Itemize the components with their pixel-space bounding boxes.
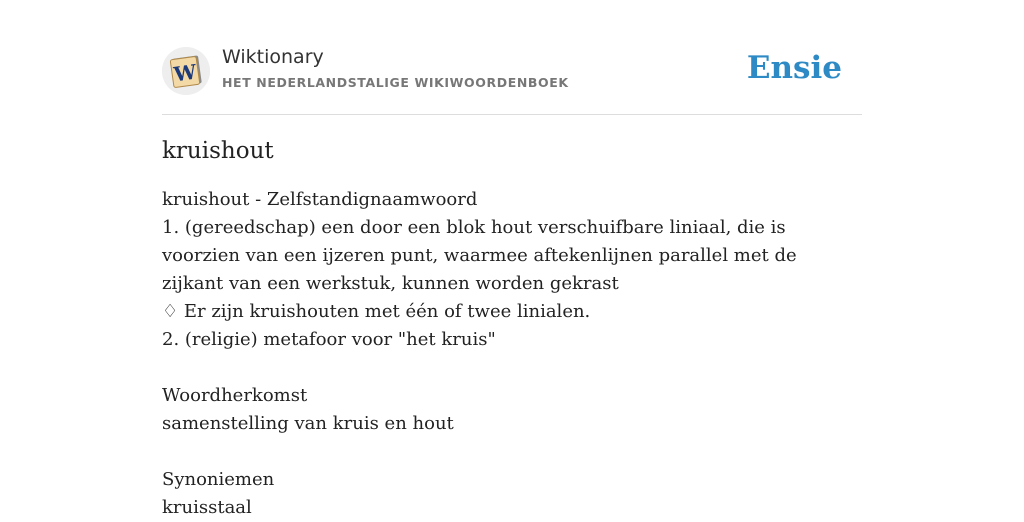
site-title[interactable]: Wiktionary [222,46,324,68]
site-subtitle: HET NEDERLANDSTALIGE WIKIWOORDENBOEK [222,75,569,90]
svg-text:W: W [172,59,198,87]
spacer [162,438,862,466]
definition-2: 2. (religie) metafoor voor "het kruis" [162,329,496,350]
entry-headline: kruishout - Zelfstandignaamwoord [162,189,478,210]
page-title: kruishout [162,138,274,164]
spacer [162,354,862,382]
synonyms-heading: Synoniemen [162,469,275,490]
synonym-item: kruisstaal [162,497,252,518]
page-container [162,0,862,522]
site-header [162,0,862,115]
wiktionary-logo-icon[interactable] [162,47,210,95]
definition-1: 1. (gereedschap) een door een blok hout verschuifbare liniaal, die is voorzien van een ijzeren punt, waarmee aftekenlijnen parallel met de zijkant van een werkstuk, kunnen worden gekrast [162,217,797,294]
entry-content [162,186,862,522]
example-sentence: ♢ Er zijn kruishouten met één of twee linialen. [162,301,591,322]
ensie-brand-link[interactable]: Ensie [746,50,842,86]
etymology-heading: Woordherkomst [162,385,308,406]
etymology-text: samenstelling van kruis en hout [162,413,454,434]
